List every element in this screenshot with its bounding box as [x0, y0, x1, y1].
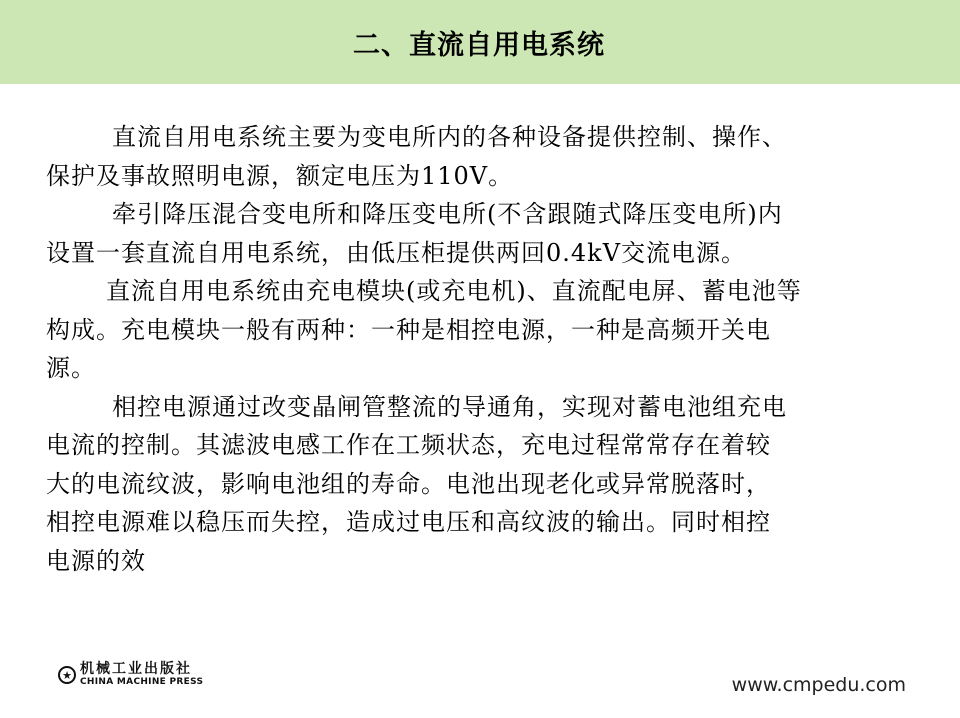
- logo-text: [80, 662, 203, 688]
- paragraph-2: [46, 195, 926, 272]
- title-bar: [0, 0, 960, 84]
- text-line: 直流自用电系统主要为变电所内的各种设备提供控制、操作、: [112, 123, 787, 151]
- logo-chinese-name: 机械工业出版社: [80, 661, 192, 677]
- body-text: [46, 118, 926, 580]
- text-line: 牵引降压混合变电所和降压变电所(不含跟随式降压变电所)内: [112, 200, 783, 228]
- text-line: 源。: [46, 354, 96, 382]
- text-line: 电源的效: [46, 546, 146, 575]
- text-line: 相控电源难以稳压而失控，造成过电压和高纹波的输出。同时相控: [46, 508, 771, 536]
- text-line: 大的电流纹波，影响电池组的寿命。电池出现老化或异常脱落时，: [46, 469, 771, 498]
- text-line: 设置一套直流自用电系统，由低压柜提供两回0.4kV交流电源。: [46, 238, 747, 267]
- paragraph-1: [46, 118, 926, 195]
- star-circle-icon: ★: [58, 666, 76, 684]
- text-line: 保护及事故照明电源，额定电压为110V。: [46, 161, 514, 190]
- website-url: www.cmpedu.com: [731, 674, 906, 696]
- logo-english-name: CHINA MACHINE PRESS: [80, 677, 204, 687]
- publisher-logo: [58, 662, 203, 688]
- paragraph-4: [46, 388, 926, 581]
- text-line: 直流自用电系统由充电模块(或充电机)、直流配电屏、蓄电池等: [106, 277, 802, 305]
- text-line: 构成。充电模块一般有两种：一种是相控电源，一种是高频开关电: [46, 315, 771, 344]
- text-line: 相控电源通过改变晶闸管整流的导通角，实现对蓄电池组充电: [112, 392, 787, 421]
- text-line: 电流的控制。其滤波电感工作在工频状态，充电过程常常存在着较: [46, 431, 771, 459]
- page-title: 二、直流自用电系统: [353, 29, 605, 61]
- paragraph-3: [46, 272, 926, 388]
